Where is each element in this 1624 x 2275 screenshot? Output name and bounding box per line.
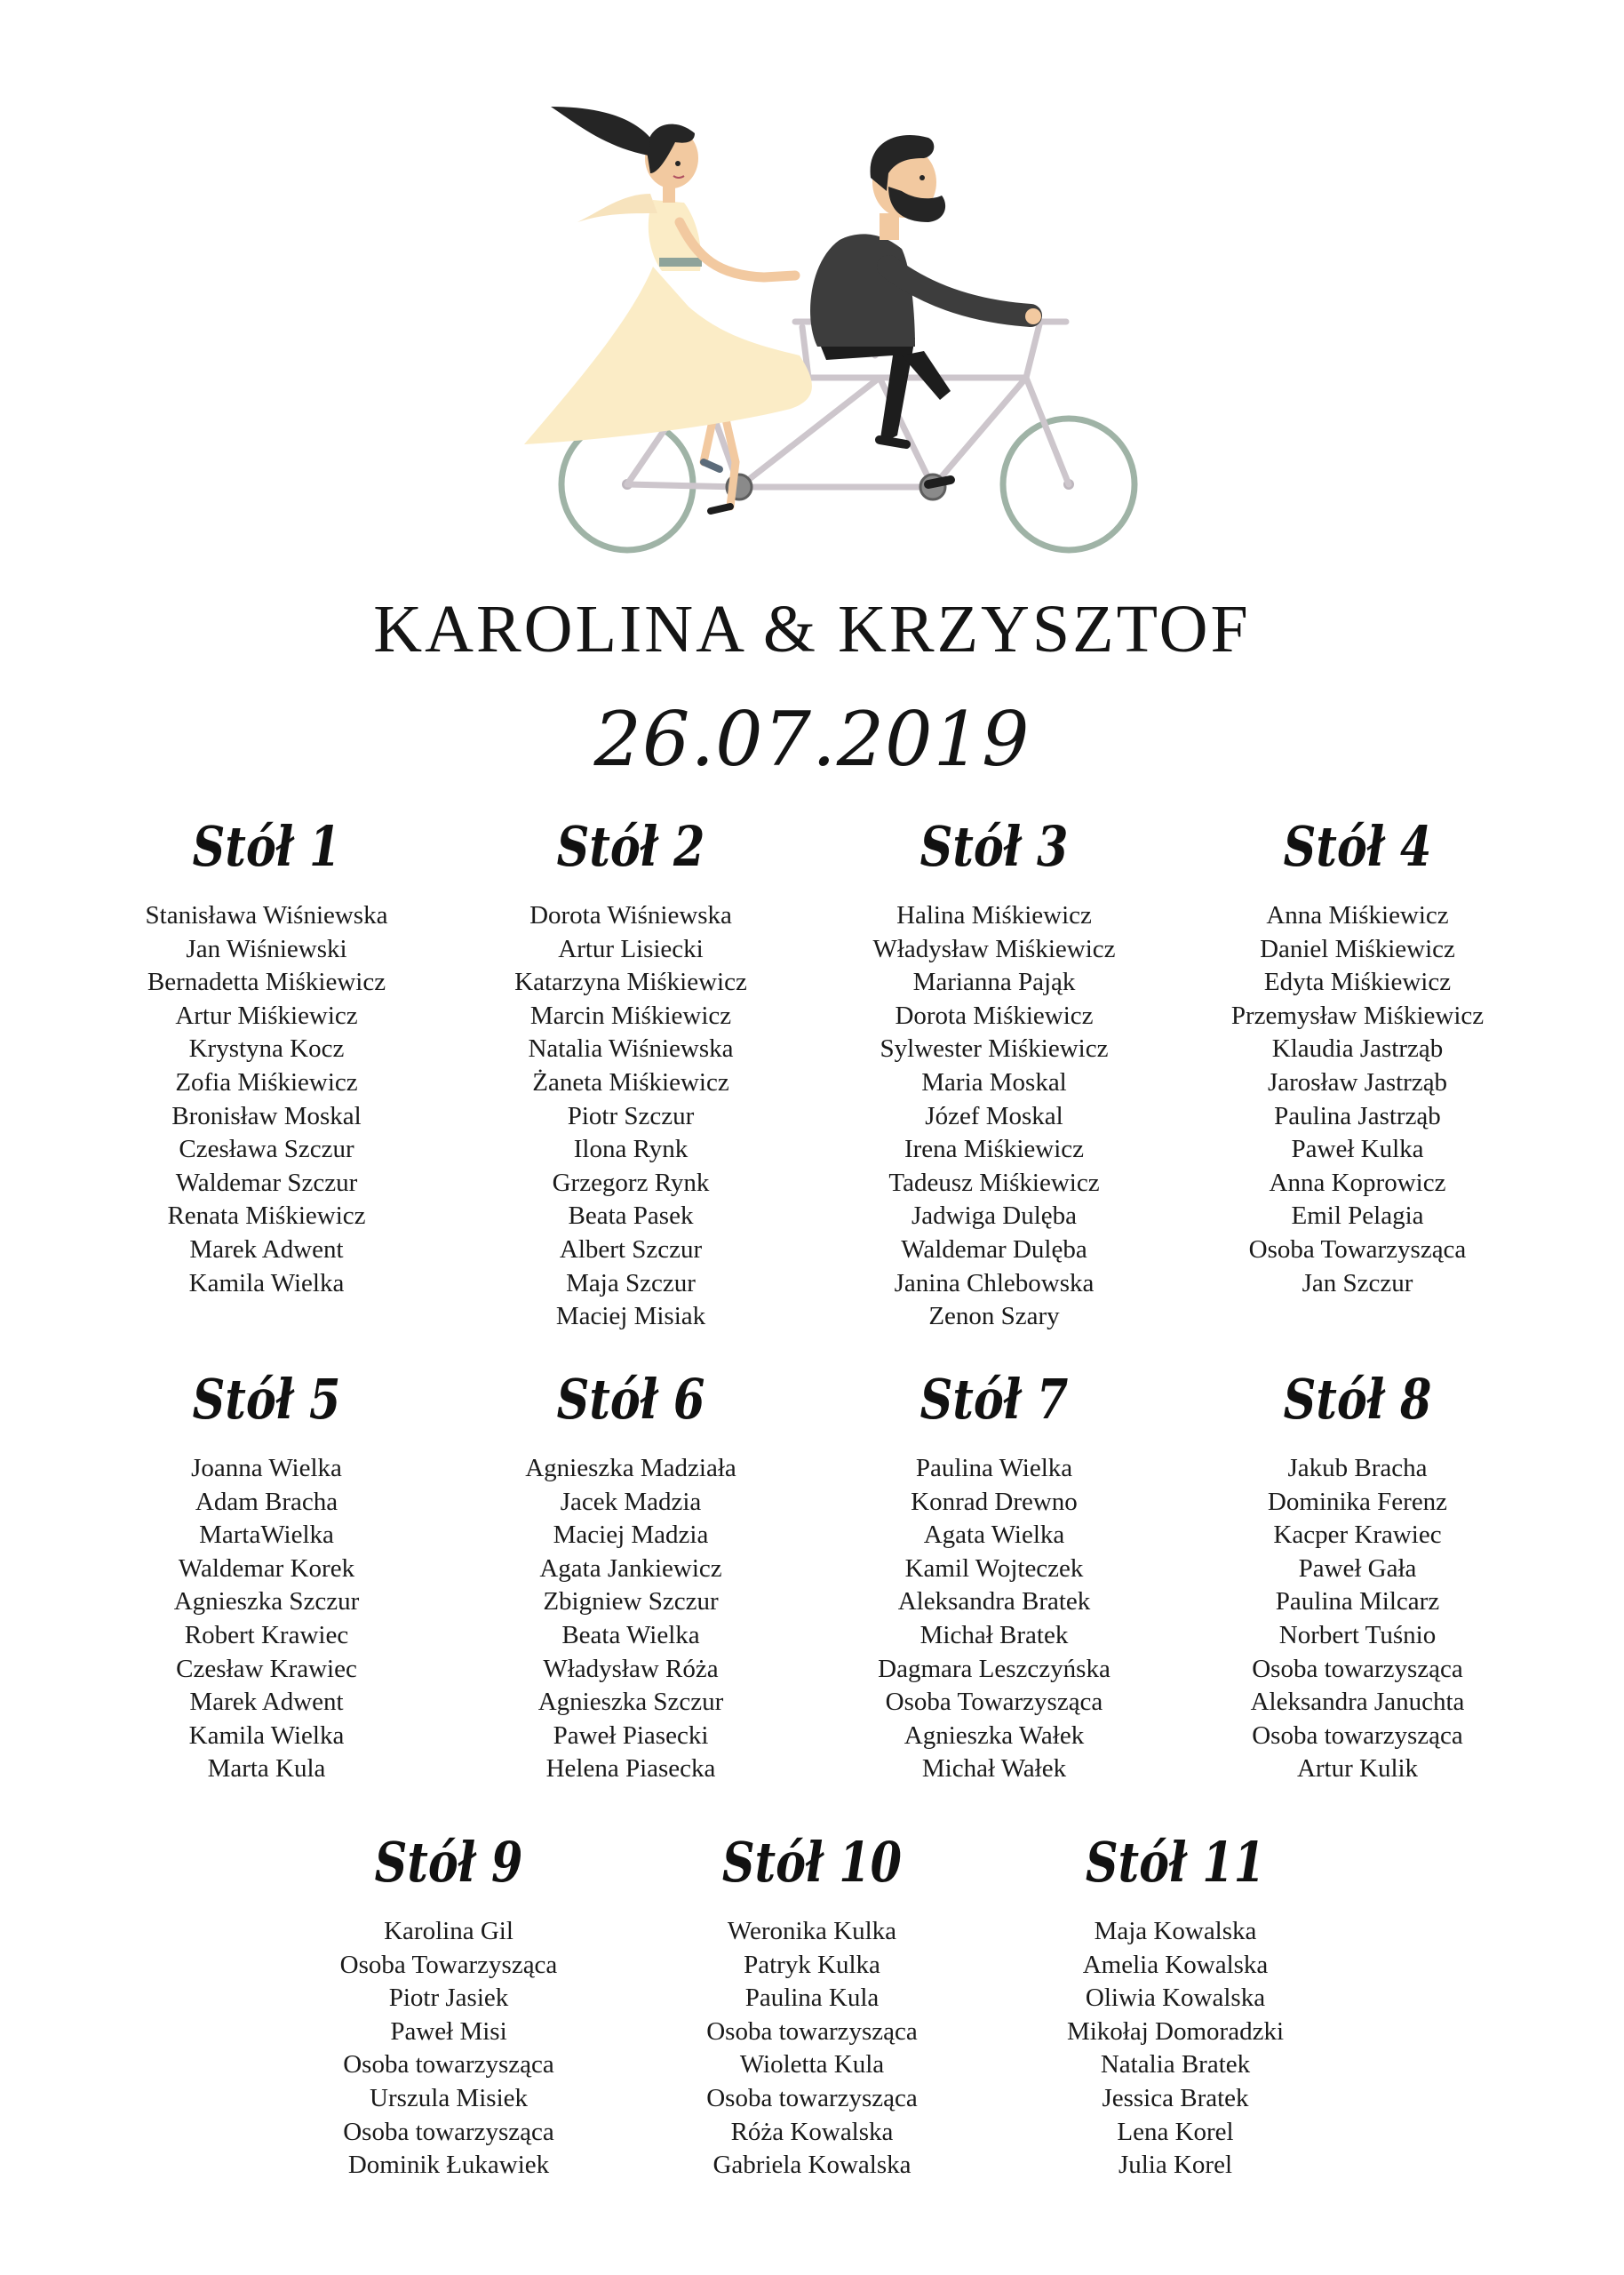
guest-list: [84, 899, 449, 1300]
guest-name: Weronika Kulka: [727, 1917, 897, 1945]
guest-list: [84, 1452, 449, 1786]
table-title: Stół 8: [1283, 1367, 1432, 1432]
table-title: Stół 9: [374, 1830, 523, 1895]
guest-name: Konrad Drewno: [911, 1487, 1078, 1516]
guest-name: Jakub Bracha: [1287, 1454, 1428, 1482]
guest-name: Władysław Miśkiewicz: [872, 934, 1116, 963]
table-1: [84, 814, 449, 1300]
guest-name: Jan Szczur: [1302, 1268, 1413, 1297]
table-6: [449, 1367, 813, 1786]
guest-list: [267, 1915, 631, 2183]
guest-name: Katarzyna Miśkiewicz: [514, 968, 747, 997]
guest-name: Artur Kulik: [1296, 1754, 1419, 1784]
guest-name: Emil Pelagia: [1291, 1201, 1424, 1231]
guest-name: Waldemar Dulęba: [901, 1234, 1087, 1264]
guest-name: Beata Wielka: [561, 1620, 700, 1649]
guest-name: Helena Piasecka: [545, 1754, 716, 1784]
guest-name: Agnieszka Wałek: [904, 1720, 1085, 1750]
guest-name: Agnieszka Szczur: [537, 1688, 724, 1717]
table-5: [84, 1367, 449, 1786]
guest-name: Kamila Wielka: [188, 1268, 345, 1297]
guest-name: Dagmara Leszczyńska: [878, 1654, 1111, 1683]
guest-name: Robert Krawiec: [184, 1620, 349, 1649]
guest-name: Julia Korel: [1118, 2151, 1233, 2180]
guest-name: Przemysław Miśkiewicz: [1230, 1001, 1485, 1030]
guest-list: [812, 1452, 1176, 1786]
guest-name: Adam Bracha: [195, 1487, 338, 1516]
guest-name: Zenon Szary: [928, 1302, 1060, 1331]
table-title: Stół 5: [192, 1367, 341, 1432]
guest-name: Irena Miśkiewicz: [904, 1135, 1085, 1164]
guest-name: Maria Moskal: [921, 1067, 1067, 1097]
guest-name: Artur Lisiecki: [558, 934, 704, 963]
guest-name: Jan Wiśniewski: [186, 934, 347, 963]
guest-name: Józef Moskal: [925, 1101, 1063, 1130]
guest-name: Grzegorz Rynk: [552, 1168, 710, 1197]
guest-name: Joanna Wielka: [191, 1454, 342, 1482]
guest-name: Agnieszka Szczur: [173, 1587, 360, 1616]
table-3: [812, 814, 1176, 1334]
table-8: [1175, 1367, 1540, 1786]
guest-list: [993, 1915, 1357, 2183]
guest-name: Czesław Krawiec: [176, 1654, 357, 1683]
table-9: [267, 1830, 631, 2183]
guest-list: [1175, 899, 1540, 1300]
guest-name: Amelia Kowalska: [1082, 1950, 1269, 1979]
guest-list: [449, 899, 813, 1334]
guest-name: Dorota Miśkiewicz: [895, 1001, 1094, 1030]
guest-name: Osoba towarzysząca: [343, 2050, 554, 2079]
table-title: Stół 3: [919, 814, 1069, 879]
guest-name: Aleksandra Bratek: [897, 1587, 1091, 1616]
guest-name: Marianna Pająk: [912, 968, 1076, 997]
guest-name: Anna Miśkiewicz: [1266, 901, 1449, 930]
guest-name: Ilona Rynk: [573, 1135, 689, 1164]
guest-name: Anna Koprowicz: [1269, 1168, 1446, 1197]
table-title: Stół 6: [556, 1367, 705, 1432]
guest-name: Jadwiga Dulęba: [911, 1201, 1078, 1231]
guest-name: Paulina Kula: [744, 1984, 880, 2013]
guest-name: Daniel Miśkiewicz: [1260, 934, 1455, 963]
guest-name: Sylwester Miśkiewicz: [880, 1034, 1109, 1064]
guest-name: Piotr Jasiek: [388, 1984, 509, 2013]
guest-name: Agata Jankiewicz: [539, 1553, 722, 1583]
guest-name: Bernadetta Miśkiewicz: [147, 968, 386, 997]
guest-name: Agata Wielka: [923, 1521, 1065, 1550]
guest-name: Marek Adwent: [189, 1688, 344, 1717]
guest-name: Urszula Misiek: [370, 2083, 528, 2112]
guest-name: Stanisława Wiśniewska: [145, 901, 388, 930]
table-4: [1175, 814, 1540, 1300]
couple-names: KAROLINA & KRZYSZTOF: [373, 592, 1251, 667]
guest-name: Renata Miśkiewicz: [167, 1201, 366, 1231]
guest-name: Jarosław Jastrząb: [1267, 1067, 1448, 1097]
guest-name: Dorota Wiśniewska: [529, 901, 732, 930]
guest-name: Paulina Jastrząb: [1274, 1101, 1441, 1130]
guest-name: Paweł Misi: [390, 2016, 507, 2046]
guest-name: Norbert Tuśnio: [1278, 1620, 1437, 1649]
table-title: Stół 2: [556, 814, 705, 879]
guest-name: Artur Miśkiewicz: [175, 1001, 358, 1030]
guest-name: Maciej Madzia: [553, 1521, 709, 1550]
table-title: Stół 1: [192, 814, 341, 879]
guest-list: [1175, 1452, 1540, 1786]
table-title: Stół 11: [1085, 1830, 1266, 1895]
guest-name: Osoba towarzysząca: [1252, 1654, 1463, 1683]
guest-name: Dominika Ferenz: [1267, 1487, 1448, 1516]
guest-name: Osoba towarzysząca: [706, 2016, 918, 2046]
guest-name: Klaudia Jastrząb: [1271, 1034, 1444, 1064]
guest-name: Edyta Miśkiewicz: [1263, 968, 1452, 997]
table-10: [630, 1830, 994, 2183]
guest-name: Czesława Szczur: [179, 1135, 354, 1164]
guest-name: Maja Szczur: [566, 1268, 696, 1297]
tandem-bicycle-couple-illustration: [498, 89, 1173, 587]
guest-name: Kamila Wielka: [188, 1720, 345, 1750]
guest-list: [812, 899, 1176, 1334]
guest-name: Lena Korel: [1117, 2117, 1234, 2146]
guest-name: Paulina Milcarz: [1275, 1587, 1440, 1616]
table-title: Stół 10: [721, 1830, 903, 1895]
guest-name: Paulina Wielka: [915, 1454, 1073, 1482]
guest-name: Osoba towarzysząca: [706, 2083, 918, 2112]
guest-name: Piotr Szczur: [567, 1101, 695, 1130]
bride-figure: [524, 107, 812, 511]
guest-name: Marta Kula: [207, 1754, 326, 1784]
guest-name: Halina Miśkiewicz: [896, 901, 1092, 930]
wedding-date: 26.07.2019: [593, 696, 1031, 783]
guest-name: Oliwia Kowalska: [1085, 1984, 1266, 2013]
guest-name: Osoba Towarzysząca: [1248, 1234, 1467, 1264]
guest-name: Tadeusz Miśkiewicz: [888, 1168, 1100, 1197]
guest-name: Krystyna Kocz: [188, 1034, 345, 1064]
guest-name: Paweł Gała: [1298, 1553, 1417, 1583]
guest-list: [630, 1915, 994, 2183]
guest-name: Mikołaj Domoradzki: [1066, 2016, 1285, 2046]
guest-list: [449, 1452, 813, 1786]
guest-name: Jessica Bratek: [1102, 2083, 1249, 2112]
guest-name: Janina Chlebowska: [894, 1268, 1095, 1297]
table-title: Stół 4: [1283, 814, 1432, 879]
guest-name: Michał Wałek: [921, 1754, 1067, 1784]
guest-name: Osoba towarzysząca: [343, 2117, 554, 2146]
groom-figure: [810, 135, 1041, 484]
guest-name: Bronisław Moskal: [171, 1101, 362, 1130]
guest-name: Żaneta Miśkiewicz: [532, 1067, 729, 1097]
guest-name: Osoba towarzysząca: [1252, 1720, 1463, 1750]
guest-name: Beata Pasek: [568, 1201, 694, 1231]
guest-name: Natalia Bratek: [1100, 2050, 1251, 2079]
guest-name: Władysław Róża: [543, 1654, 719, 1683]
guest-name: Michał Bratek: [919, 1620, 1069, 1649]
guest-name: Natalia Wiśniewska: [528, 1034, 734, 1064]
guest-name: Agnieszka Madziała: [525, 1454, 736, 1482]
guest-name: MartaWielka: [199, 1521, 334, 1550]
guest-name: Róża Kowalska: [730, 2117, 894, 2146]
guest-name: Marcin Miśkiewicz: [529, 1001, 732, 1030]
guest-name: Paweł Piasecki: [553, 1720, 709, 1750]
guest-name: Kacper Krawiec: [1273, 1521, 1442, 1550]
guest-name: Osoba Towarzysząca: [339, 1950, 558, 1979]
guest-name: Waldemar Szczur: [175, 1168, 358, 1197]
guest-name: Zofia Miśkiewicz: [175, 1067, 358, 1097]
guest-name: Marek Adwent: [189, 1234, 344, 1264]
guest-name: Jacek Madzia: [560, 1487, 702, 1516]
guest-name: Maja Kowalska: [1094, 1917, 1257, 1945]
guest-name: Aleksandra Januchta: [1250, 1688, 1465, 1717]
guest-name: Karolina Gil: [384, 1917, 513, 1945]
guest-name: Paweł Kulka: [1291, 1135, 1424, 1164]
guest-name: Zbigniew Szczur: [543, 1587, 719, 1616]
table-11: [993, 1830, 1357, 2183]
guest-name: Albert Szczur: [559, 1234, 703, 1264]
guest-name: Patryk Kulka: [744, 1950, 880, 1979]
guest-name: Waldemar Korek: [178, 1553, 355, 1583]
table-2: [449, 814, 813, 1334]
guest-name: Wioletta Kula: [739, 2050, 885, 2079]
guest-name: Maciej Misiak: [555, 1302, 706, 1331]
table-title: Stół 7: [919, 1367, 1069, 1432]
guest-name: Kamil Wojteczek: [904, 1553, 1084, 1583]
table-7: [812, 1367, 1176, 1786]
guest-name: Gabriela Kowalska: [712, 2151, 912, 2180]
guest-name: Dominik Łukawiek: [347, 2151, 550, 2180]
guest-name: Osoba Towarzysząca: [885, 1688, 1103, 1717]
